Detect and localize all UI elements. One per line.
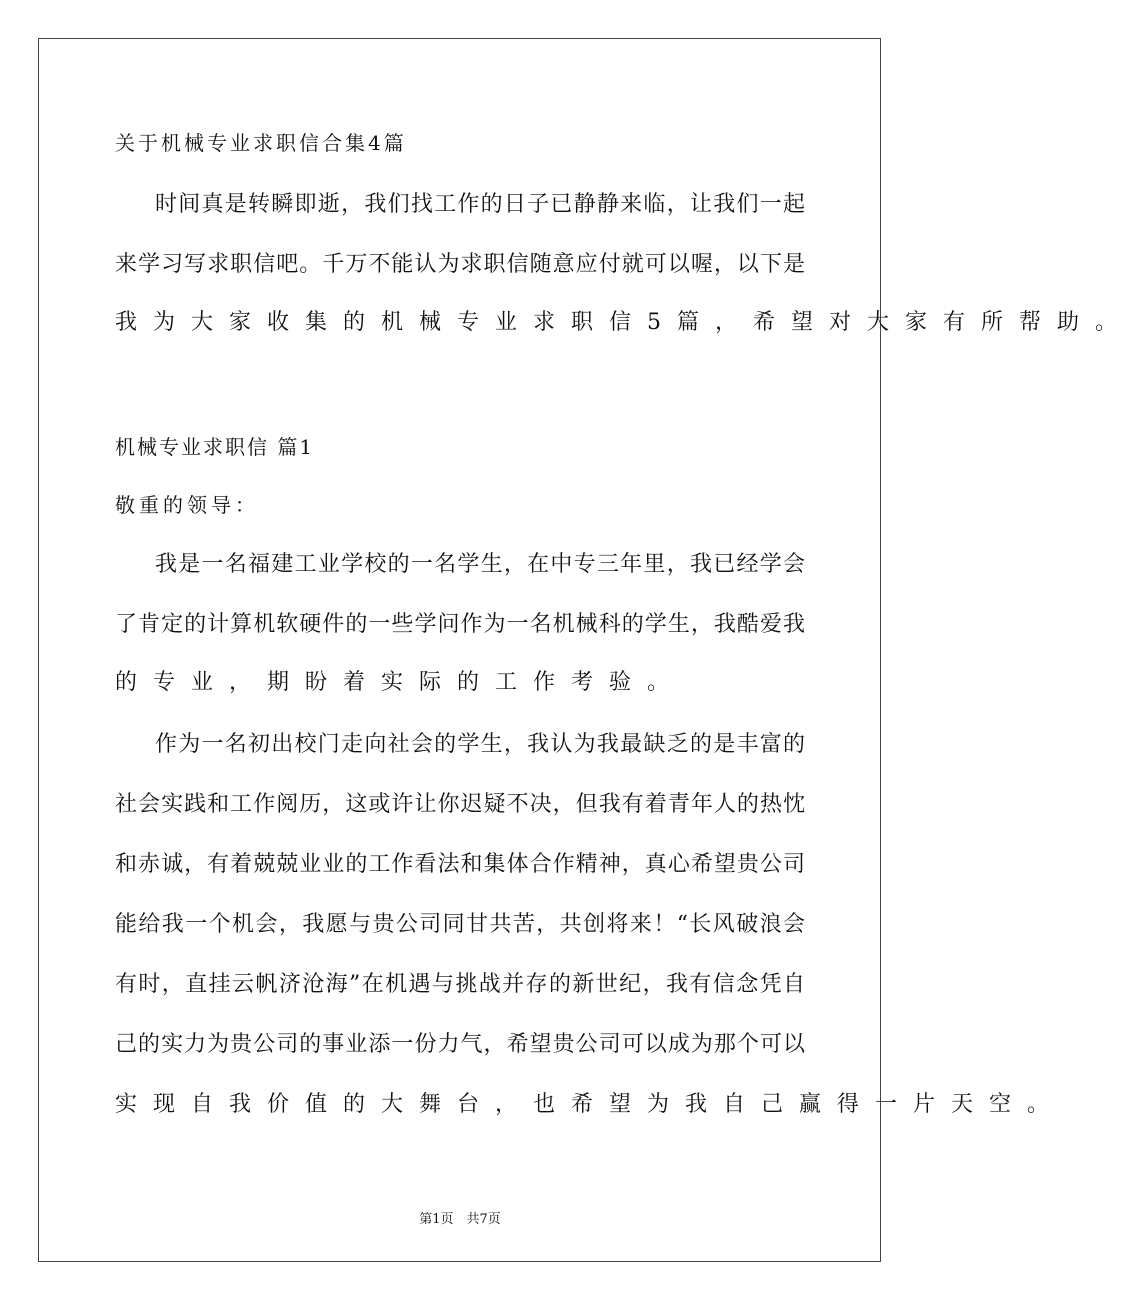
salutation: 敬重的领导： — [115, 493, 259, 517]
para2-line: 能给我一个机会，我愿与贵公司同甘共苦，共创将来！“长风破浪会 — [115, 912, 805, 937]
para1-line: 我是一名福建工业学校的一名学生，在中专三年里，我已经学会 — [155, 552, 805, 577]
para2-line: 和赤诚，有着兢兢业业的工作看法和集体合作精神，真心希望贵公司 — [115, 852, 805, 877]
para2-line: 有时，直挂云帆济沧海”在机遇与挑战并存的新世纪，我有信念凭自 — [115, 972, 805, 997]
para2-line: 社会实践和工作阅历，这或许让你迟疑不决，但我有着青年人的热忱 — [115, 792, 805, 817]
para2-line: 作为一名初出校门走向社会的学生，我认为我最缺乏的是丰富的 — [155, 732, 805, 757]
intro-line: 来学习写求职信吧。千万不能认为求职信随意应付就可以喔，以下是 — [115, 252, 805, 277]
para2-line: 己的实力为贵公司的事业添一份力气，希望贵公司可以成为那个可以 — [115, 1032, 805, 1057]
page-border — [38, 38, 881, 1262]
para1-line: 的专业，期盼着实际的工作考验。 — [115, 670, 686, 695]
page-footer: 第1页 共7页 — [419, 1212, 501, 1227]
intro-line: 时间真是转瞬即逝，我们找工作的日子已静静来临，让我们一起 — [155, 192, 805, 217]
para2-line: 实现自我价值的大舞台，也希望为我自己赢得一片天空。 — [115, 1092, 1066, 1117]
section-heading: 机械专业求职信 篇1 — [115, 435, 315, 459]
para1-line: 了肯定的计算机软硬件的一些学问作为一名机械科的学生，我酷爱我 — [115, 612, 805, 637]
intro-line: 我为大家收集的机械专业求职信5篇，希望对大家有所帮助。 — [115, 310, 1133, 335]
document-title: 关于机械专业求职信合集4篇 — [115, 131, 407, 155]
